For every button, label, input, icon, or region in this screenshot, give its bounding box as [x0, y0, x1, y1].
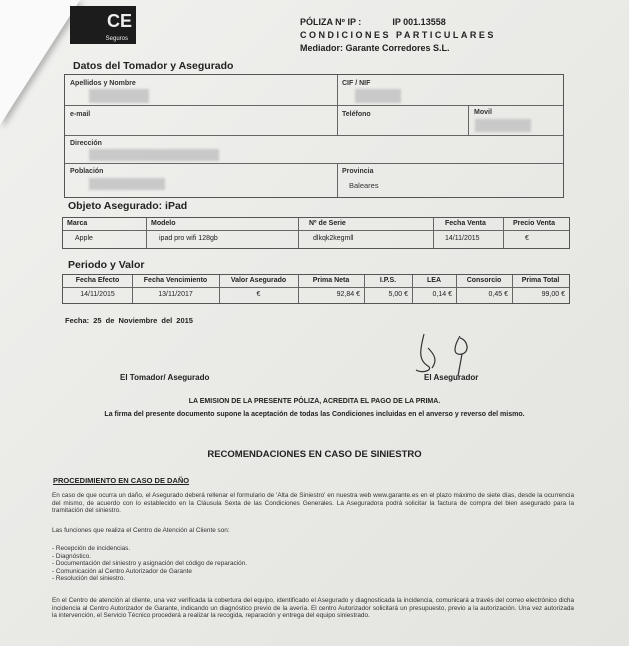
redacted-direccion	[89, 149, 219, 161]
redacted-poblacion	[89, 178, 165, 190]
list-item: - Diagnóstico.	[52, 552, 92, 560]
apellidos-label: Apellidos y Nombre	[70, 80, 136, 87]
aceptacion-notice: La firma del presente documento supone la aceptación de todas las Condiciones incluidas en el anverso y reverso del mismo.	[104, 411, 525, 418]
col-modelo: Modelo	[151, 220, 176, 227]
col-prima-neta: Prima Neta	[312, 277, 350, 284]
logo-text: CE	[106, 11, 132, 31]
col-ips: I.P.S.	[379, 277, 397, 284]
recomendaciones-title: RECOMENDACIONES EN CASO DE SINIESTRO	[207, 449, 422, 460]
divider	[503, 218, 504, 248]
col-fecha-venta: Fecha Venta	[445, 220, 486, 227]
tomador-signature-label: El Tomador/ Asegurado	[120, 373, 210, 382]
ips-value: 5,00 €	[388, 291, 408, 298]
serie-value: dlkqk2kegmll	[313, 235, 354, 242]
col-valor-asegurado: Valor Asegurado	[230, 277, 287, 284]
periodo-table	[62, 274, 570, 304]
provincia-value: Baleares	[349, 181, 379, 190]
col-consorcio: Consorcio	[466, 277, 502, 284]
poliza-label: PÓLIZA Nº IP :	[300, 17, 362, 27]
col-serie: Nº de Serie	[309, 220, 346, 227]
divider	[468, 105, 469, 135]
list-item: - Comunicación al Centro Autorizador de Garante	[52, 567, 192, 575]
paragraph-funciones-intro: Las funciones que realiza el Centro de Atención al Cliente son:	[52, 527, 230, 534]
col-prima-total: Prima Total	[521, 277, 560, 284]
policy-header	[300, 16, 496, 55]
col-fecha-vencimiento: Fecha Vencimiento	[143, 277, 208, 284]
fecha-line: Fecha: 25 de Noviembre del 2015	[65, 316, 193, 325]
col-precio-venta: Precio Venta	[513, 220, 556, 227]
list-item: - Recepción de incidencias.	[52, 545, 131, 552]
valor-asegurado-value: €	[256, 291, 261, 298]
periodo-title: Periodo y Valor	[68, 259, 145, 271]
emision-notice: LA EMISION DE LA PRESENTE PÓLIZA, ACREDITA EL PAGO DE LA PRIMA.	[188, 398, 441, 405]
list-item: - Resolución del siniestro.	[52, 575, 126, 583]
precio-venta-value: €	[525, 235, 529, 242]
datos-title: Datos del Tomador y Asegurado	[73, 60, 234, 72]
poliza-number: IP 001.13558	[392, 17, 446, 27]
insurer-logo	[70, 6, 136, 44]
fecha-efecto-value: 14/11/2015	[80, 291, 115, 298]
fecha-venta-value: 14/11/2015	[445, 235, 480, 242]
prima-total-value: 99,00 €	[541, 291, 565, 298]
divider	[65, 135, 563, 136]
logo-subtext: Seguros	[105, 36, 128, 42]
paragraph-centro-atencion: En el Centro de atención al cliente, una vez verificada la cobertura del equipo, identificado el Asegurado y diagnosticada la incidencia, comunicará a través del correo electrónico dicha incidencia al Centro Autorizador de Garante, indicando un diagnóstico previo de la avería. El centro Autorizador solicitará un presupuesto, previo a la autorización. Una vez autorizada la intervención, el Servicio Técnico procederá a realizar la recogida, reparación y entrega del equipo siniestrado.	[52, 597, 574, 620]
consorcio-value: 0,45 €	[488, 291, 508, 298]
telefono-label: Teléfono	[342, 111, 371, 118]
direccion-label: Dirección	[70, 140, 102, 147]
provincia-label: Provincia	[342, 168, 374, 175]
email-label: e-mail	[70, 111, 91, 118]
divider	[337, 75, 338, 105]
objeto-title: Objeto Asegurado: iPad	[68, 200, 188, 212]
col-marca: Marca	[67, 220, 88, 227]
funciones-list	[52, 545, 247, 583]
col-fecha-efecto: Fecha Efecto	[75, 277, 120, 284]
fecha-vencimiento-value: 13/11/2017	[158, 291, 193, 298]
divider	[65, 163, 563, 164]
redacted-name	[89, 89, 149, 103]
divider	[65, 105, 563, 106]
mediador-line: Mediador: Garante Corredores S.L.	[300, 43, 450, 53]
condiciones-title: CONDICIONES PARTICULARES	[300, 30, 496, 40]
movil-label: Movil	[474, 109, 492, 116]
divider	[298, 218, 299, 248]
prima-neta-value: 92,84 €	[336, 291, 360, 298]
cif-label: CIF / NIF	[342, 80, 371, 87]
marca-value: Apple	[75, 235, 93, 242]
modelo-value: ipad pro wifi 128gb	[159, 235, 218, 242]
poblacion-label: Población	[70, 168, 104, 175]
divider	[63, 230, 569, 231]
procedimiento-title: PROCEDIMIENTO EN CASO DE DAÑO	[53, 476, 190, 485]
objeto-table	[62, 217, 570, 249]
paragraph-alta-siniestro: En caso de que ocurra un daño, el Asegurado deberá rellenar el formulario de 'Alta de Siniestro' en nuestra web www.garante.es en el plazo máximo de siete días, desde la ocurrencia del mismo, de acuerdo con lo establecido en la Cláusula Sexta de las Condiciones Generales. La Aseguradora podrá solicitar la factura de compra del bien asegurado para la tramitación del siniestro.	[52, 492, 574, 515]
divider	[337, 163, 338, 197]
list-item: - Documentación del siniestro y asignación del código de reparación.	[52, 560, 248, 568]
divider	[337, 105, 338, 135]
datos-box	[64, 74, 564, 198]
col-lea: LEA	[427, 277, 441, 284]
divider	[63, 287, 569, 288]
redacted-cif	[355, 89, 401, 103]
asegurador-signature-label: El Asegurador	[424, 373, 479, 382]
divider	[433, 218, 434, 248]
divider	[146, 218, 147, 248]
lea-value: 0,14 €	[432, 291, 452, 298]
redacted-movil	[475, 119, 531, 132]
